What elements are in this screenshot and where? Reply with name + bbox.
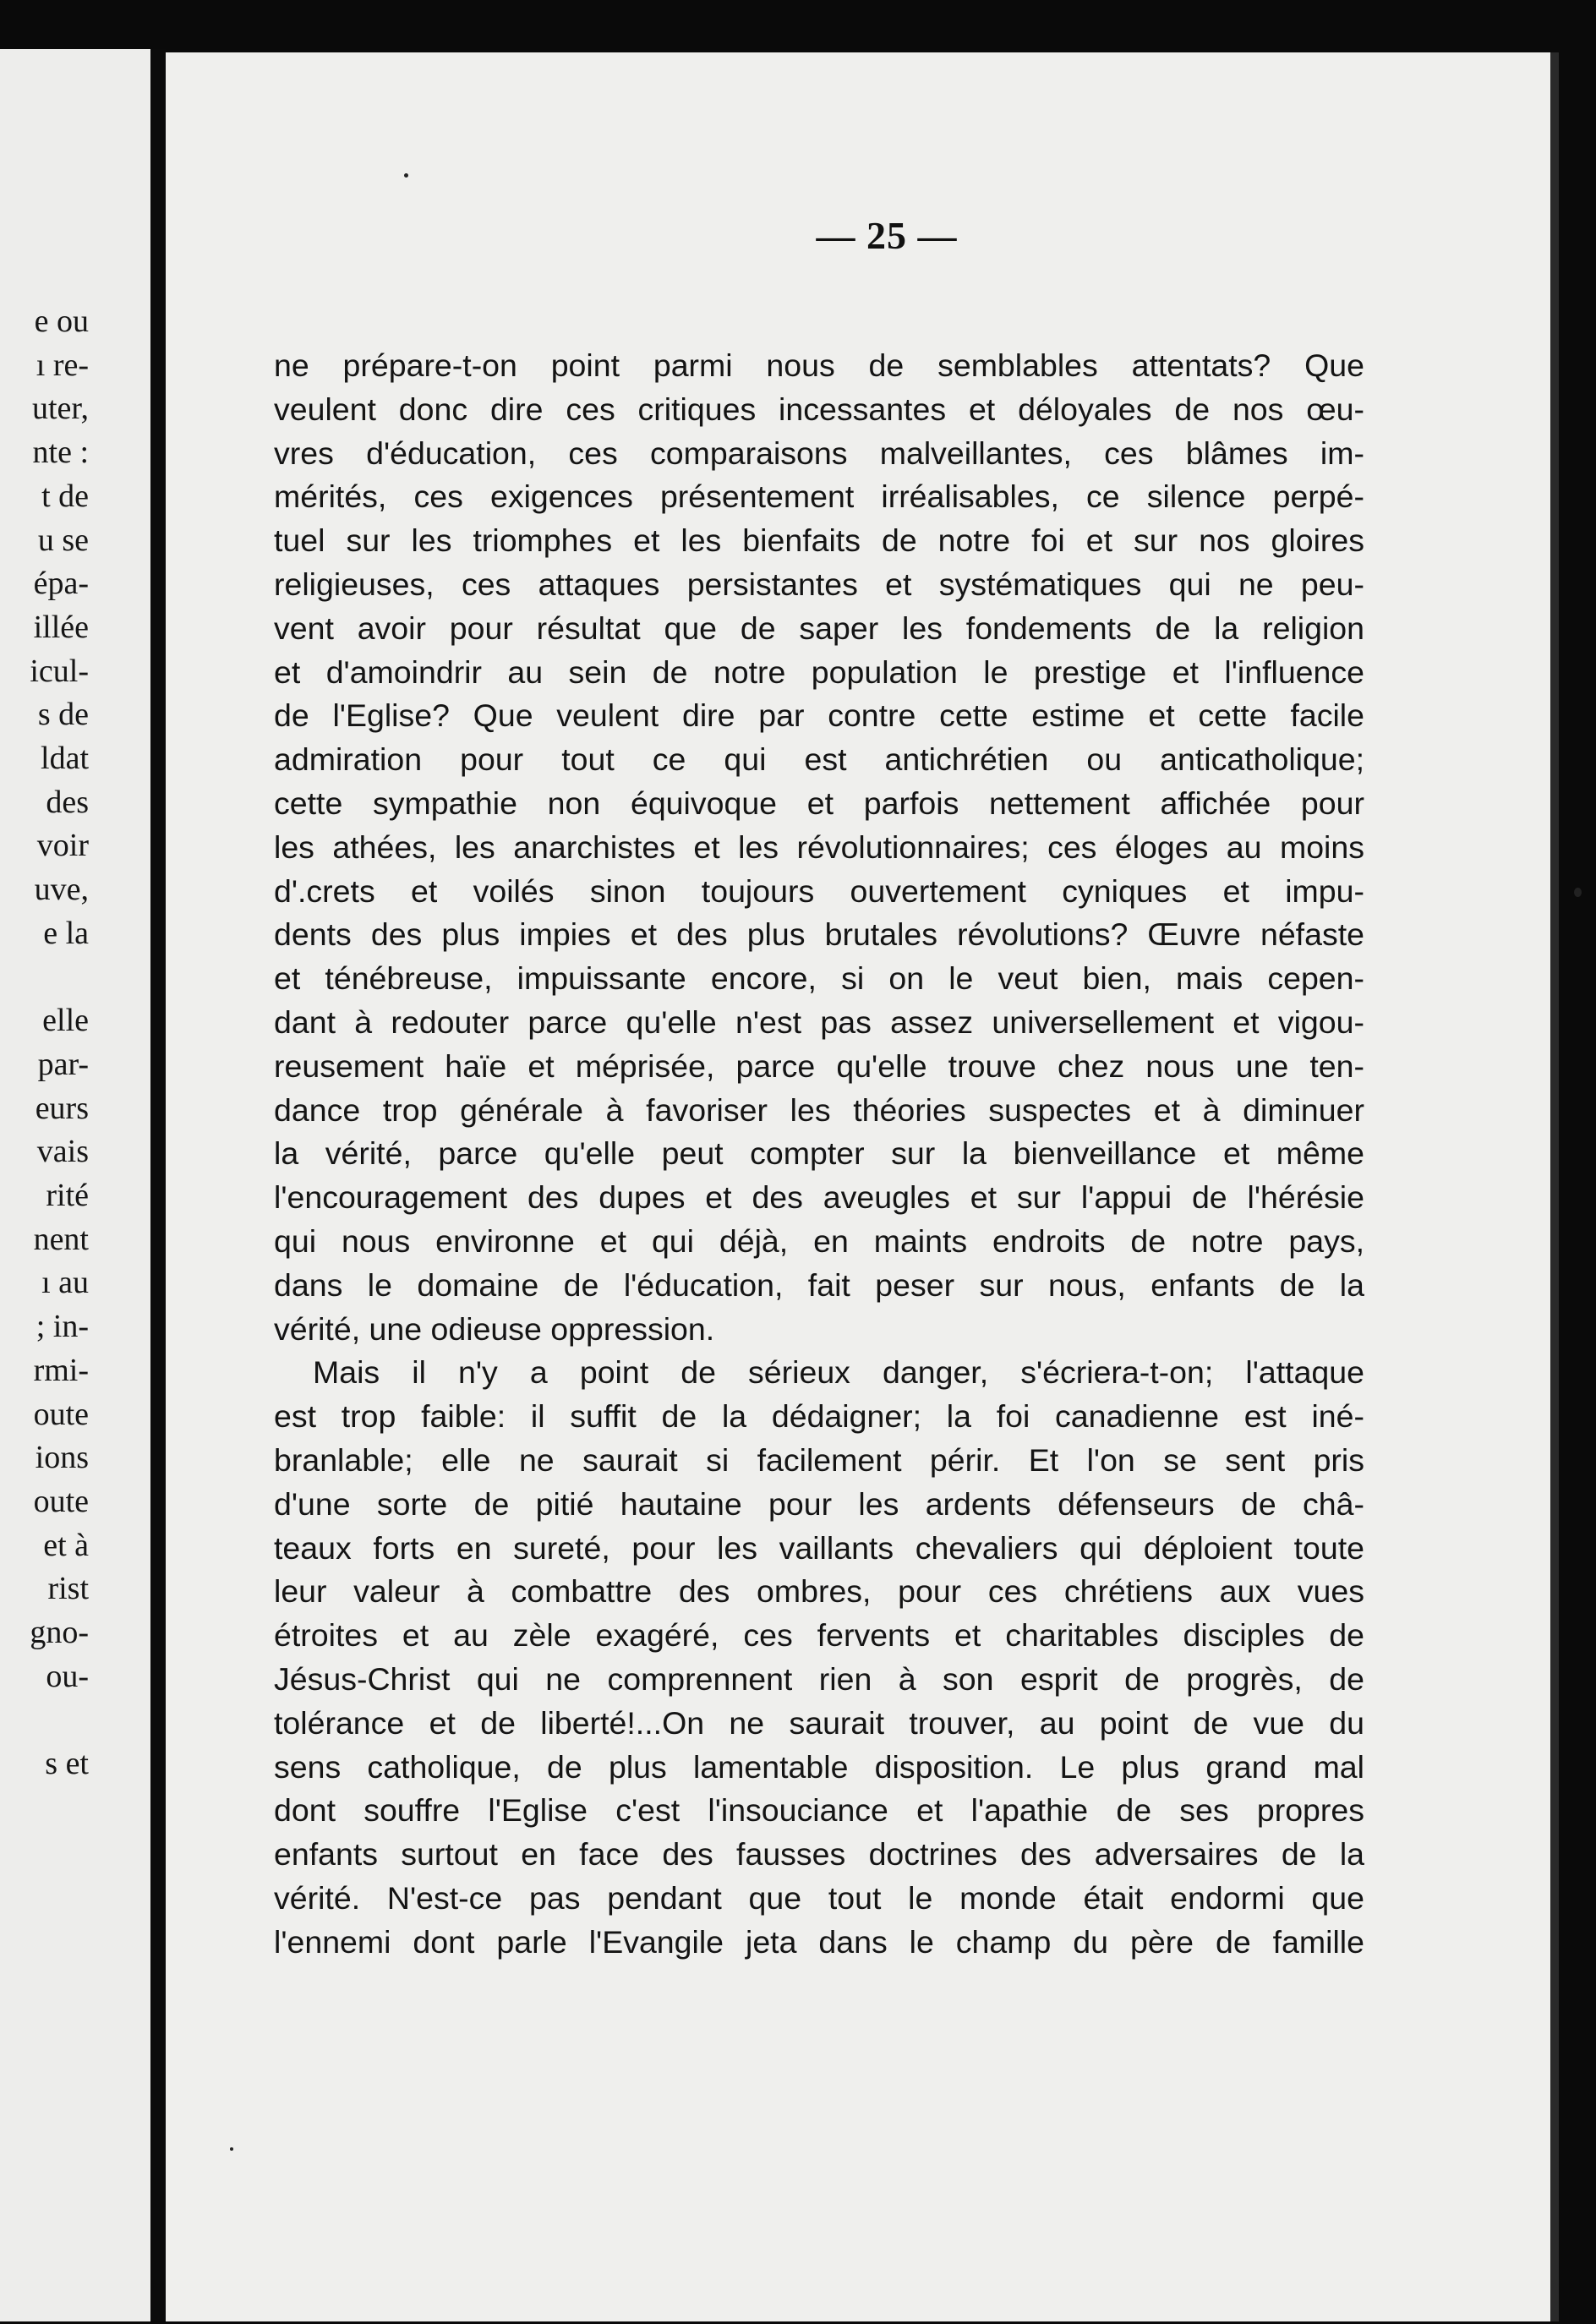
previous-page-line: rist [47,1571,89,1607]
previous-page-line: des [46,784,89,820]
text-line: dents des plus impies et des plus brutales révolutions? Œuvre néfaste [274,916,1364,953]
page-number: — 25 — [816,214,958,257]
text-line: l'ennemi dont parle l'Evangile jeta dans le champ du père de famille [274,1923,1364,1960]
text-line: teaux forts en sureté, pour les vaillants chevaliers qui déploient toute [274,1529,1364,1566]
paragraph-1 [274,344,1364,1351]
previous-page-line: et à [43,1527,89,1563]
text-line: de l'Eglise? Que veulent dire par contre cette estime et cette facile [274,697,1364,734]
text-line: cette sympathie non équivoque et parfois nettement affichée pour [274,785,1364,821]
text-line: d'.crets et voilés sinon toujours ouvertement cyniques et impu- [274,872,1364,909]
previous-page-line: nent [33,1221,89,1257]
previous-page-line: oute [33,1396,89,1432]
text-line: est trop faible: il suffit de la dédaigner; la foi canadienne est iné- [274,1398,1364,1435]
text-line: admiration pour tout ce qui est antichrétien ou anticatholique; [274,741,1364,778]
previous-page-fragment [0,49,150,2321]
text-line: branlable; elle ne saurait si facilement périr. Et l'on se sent pris [274,1441,1364,1478]
text-line: tolérance et de liberté!...On ne saurait trouver, au point de vue du [274,1704,1364,1741]
previous-page-line: uter, [31,391,89,427]
previous-page-line: vais [36,1134,89,1170]
text-line: la vérité, parce qu'elle peut compter sur la bienveillance et même [274,1135,1364,1172]
previous-page-line: ı re- [36,347,89,383]
body-text [274,344,1364,1964]
text-line: ne prépare-t-on point parmi nous de semblables attentats? Que [274,347,1364,383]
text-line: veulent donc dire ces critiques incessantes et déloyales de nos œu- [274,391,1364,427]
text-line: vérité, une odieuse oppression. [274,1310,715,1347]
previous-page-line: ions [35,1440,89,1476]
text-line: dant à redouter parce qu'elle n'est pas assez universellement et vigou- [274,1003,1364,1040]
text-line: leur valeur à combattre des ombres, pour ces chrétiens aux vues [274,1573,1364,1610]
previous-page-line: par- [37,1046,89,1082]
previous-page-line: ldat [41,741,89,776]
text-line: dont souffre l'Eglise c'est l'insouciance et l'apathie de ses propres [274,1792,1364,1829]
text-line: et ténébreuse, impuissante encore, si on le veut bien, mais cepen- [274,960,1364,997]
previous-page-line: icul- [30,653,89,689]
previous-page-line: rité [46,1178,89,1213]
page-25 [166,52,1559,2321]
previous-page-line: ; in- [36,1309,89,1345]
book-gutter [150,49,166,2321]
text-line: Jésus-Christ qui ne comprennent rien à son esprit de progrès, de [274,1660,1364,1697]
previous-page-line: elle [42,1003,89,1039]
previous-page-line: ı au [41,1265,89,1301]
previous-page-line: eurs [35,1090,89,1126]
previous-page-line: e la [43,915,89,951]
text-line: tuel sur les triomphes et les bienfaits de notre foi et sur nos gloires [274,522,1364,559]
text-line: mérités, ces exigences présentement irréalisables, ce silence perpé- [274,478,1364,515]
previous-page-line: illée [33,609,89,645]
previous-page-line: voir [36,828,89,864]
text-line: l'encouragement des dupes et des aveugles et sur l'appui de l'hérésie [274,1179,1364,1216]
text-line: religieuses, ces attaques persistantes et systématiques qui ne peu- [274,566,1364,602]
paragraph-2 [274,1351,1364,1964]
previous-page-line: rmi- [33,1352,89,1388]
text-line: sens catholique, de plus lamentable disposition. Le plus grand mal [274,1748,1364,1785]
text-line: dans le domaine de l'éducation, fait peser sur nous, enfants de la [274,1266,1364,1303]
text-line: d'une sorte de pitié hautaine pour les ardents défenseurs de châ- [274,1485,1364,1522]
previous-page-line: oute [33,1483,89,1519]
text-line: vérité. N'est-ce pas pendant que tout le monde était endormi que [274,1879,1364,1916]
previous-page-line: s et [45,1746,89,1782]
previous-page-line: t de [41,478,89,514]
text-line: vent avoir pour résultat que de saper les fondements de la religion [274,610,1364,646]
previous-page-line: s de [37,697,89,733]
previous-page-line: gno- [30,1615,89,1650]
previous-page-line: u se [37,522,89,558]
previous-page-line: épa- [33,566,89,602]
text-line: reusement haïe et méprisée, parce qu'elle trouve chez nous une ten- [274,1047,1364,1084]
dust-speck [1574,888,1582,897]
text-line: les athées, les anarchistes et les révolutionnaires; ces éloges au moins [274,828,1364,865]
text-line: et d'amoindrir au sein de notre population le prestige et l'influence [274,653,1364,690]
text-line: enfants surtout en face des fausses doctrines des adversaires de la [274,1836,1364,1873]
dust-speck [404,173,408,178]
text-line: Mais il n'y a point de sérieux danger, s'écriera-t-on; l'attaque [313,1354,1364,1391]
previous-page-line: e ou [34,303,89,339]
previous-page-line: uve, [34,872,89,908]
text-line: qui nous environne et qui déjà, en maints endroits de notre pays, [274,1222,1364,1259]
text-line: étroites et au zèle exagéré, ces fervents et charitables disciples de [274,1617,1364,1654]
text-line: vres d'éducation, ces comparaisons malveillantes, ces blâmes im- [274,435,1364,471]
text-line: dance trop générale à favoriser les théories suspectes et à diminuer [274,1091,1364,1128]
previous-page-line: nte : [32,435,89,471]
previous-page-line: ou- [46,1658,89,1694]
dust-speck [230,2147,233,2151]
